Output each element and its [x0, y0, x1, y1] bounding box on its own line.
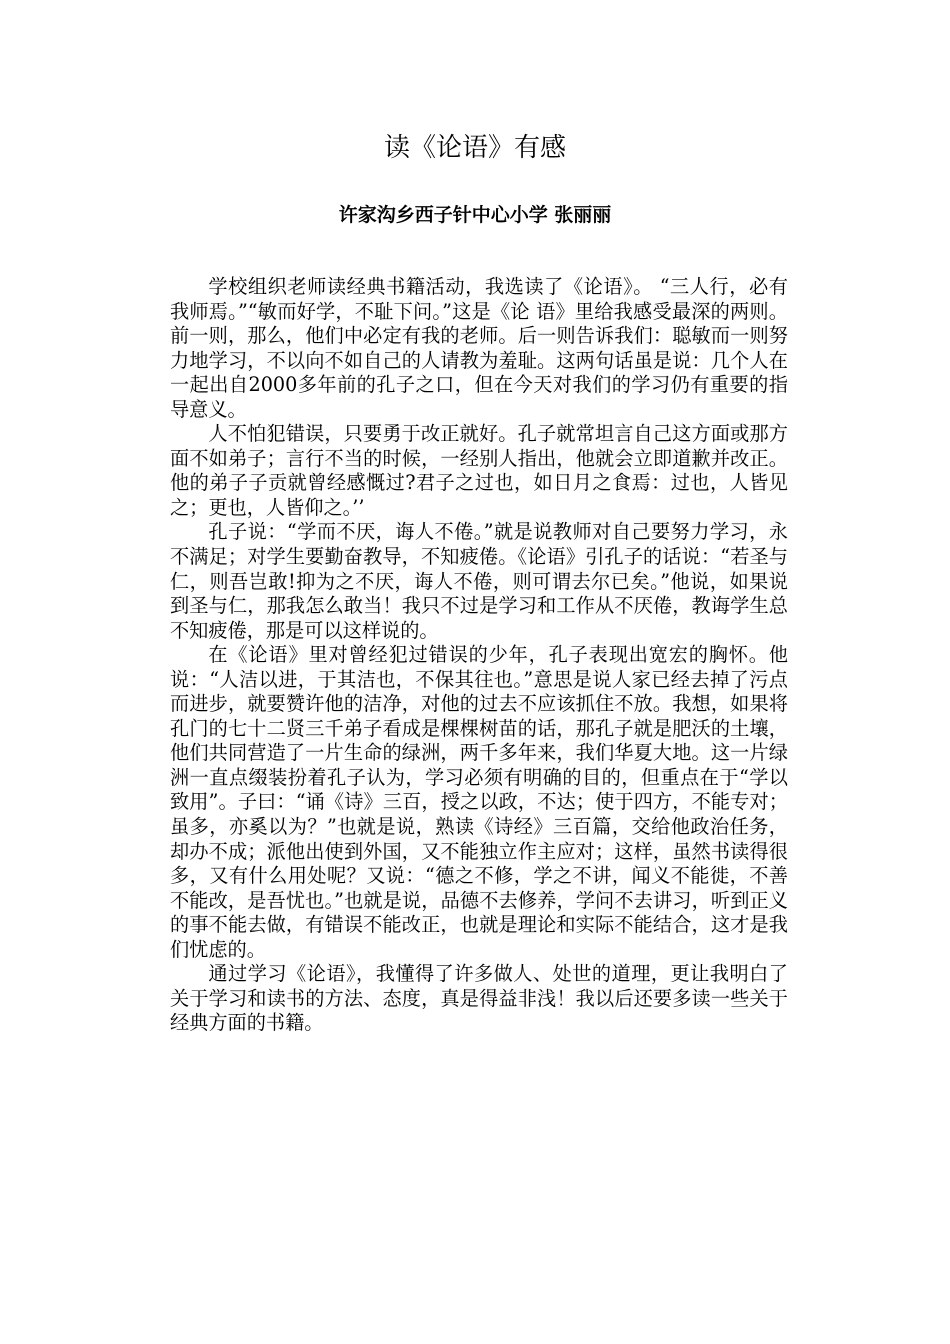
paragraph-5: 通过学习《论语》，我懂得了许多做人、处世的道理，更让我明白了关于学习和读书的方法、态度，真是得益非浅！我以后还要多读一些关于经典方面的书籍。 [170, 962, 788, 1035]
document-author: 许家沟乡西子针中心小学 张丽丽 [338, 204, 612, 226]
document-title: 读《论语》有感 [383, 133, 566, 163]
document-body [170, 275, 788, 1036]
paragraph-4: 在《论语》里对曾经犯过错误的少年，孔子表现出宽宏的胸怀。他说：“人洁以进，于其洁也，不保其往也。”意思是说人家已经去掉了污点而进步，就要赞许他的洁净，对他的过去不应该抓住不放。我想，如果将孔门的七十二贤三千弟子看成是棵棵树苗的话，那孔子就是肥沃的土壤，他们共同营造了一片生命的绿洲，两千多年来，我们华夏大地。这一片绿洲一直点缀装扮着孔子认为，学习必须有明确的目的，但重点在于“学以致用”。子曰：“诵《诗》三百，授之以政，不达；使于四方，不能专对；虽多，亦奚以为？”也就是说，熟读《诗经》三百篇，交给他政治任务，却办不成；派他出使到外国，又不能独立作主应对；这样，虽然书读得很多，又有什么用处呢？又说：“德之不修，学之不讲，闻义不能徙，不善不能改，是吾忧也。”也就是说，品德不去修养，学问不去讲习，听到正义的事不能去做，有错误不能改正，也就是理论和实际不能结合，这才是我们忧虑的。 [170, 643, 788, 961]
paragraph-2: 人不怕犯错误，只要勇于改正就好。孔子就常坦言自己这方面或那方面不如弟子；言行不当的时候，一经别人指出，他就会立即道歉并改正。他的弟子子贡就曾经感慨过?君子之过也，如日月之食焉：过也，人皆见之；更也，人皆仰之。’’ [170, 422, 788, 519]
paragraph-3: 孔子说：“学而不厌，诲人不倦。”就是说教师对自己要努力学习，永不满足；对学生要勤奋教导，不知疲倦。《论语》引孔子的话说：“若圣与仁，则吾岂敢!抑为之不厌，诲人不倦，则可谓去尔已矣。”他说，如果说到圣与仁，那我怎么敢当！我只不过是学习和工作从不厌倦，教诲学生总不知疲倦，那是可以这样说的。 [170, 520, 788, 642]
paragraph-1: 学校组织老师读经典书籍活动，我选读了《论语》。 “三人行，必有我师焉。”“敏而好学，不耻下问。”这是《论 语》里给我感受最深的两则。前一则，那么，他们中必定有我的老师。后一则告诉我们：聪敏而一则努力地学习，不以向不如自己的人请教为羞耻。这两句话虽是说：几个人在一起出自2000多年前的孔子之口，但在今天对我们的学习仍有重要的指导意义。 [170, 275, 788, 421]
